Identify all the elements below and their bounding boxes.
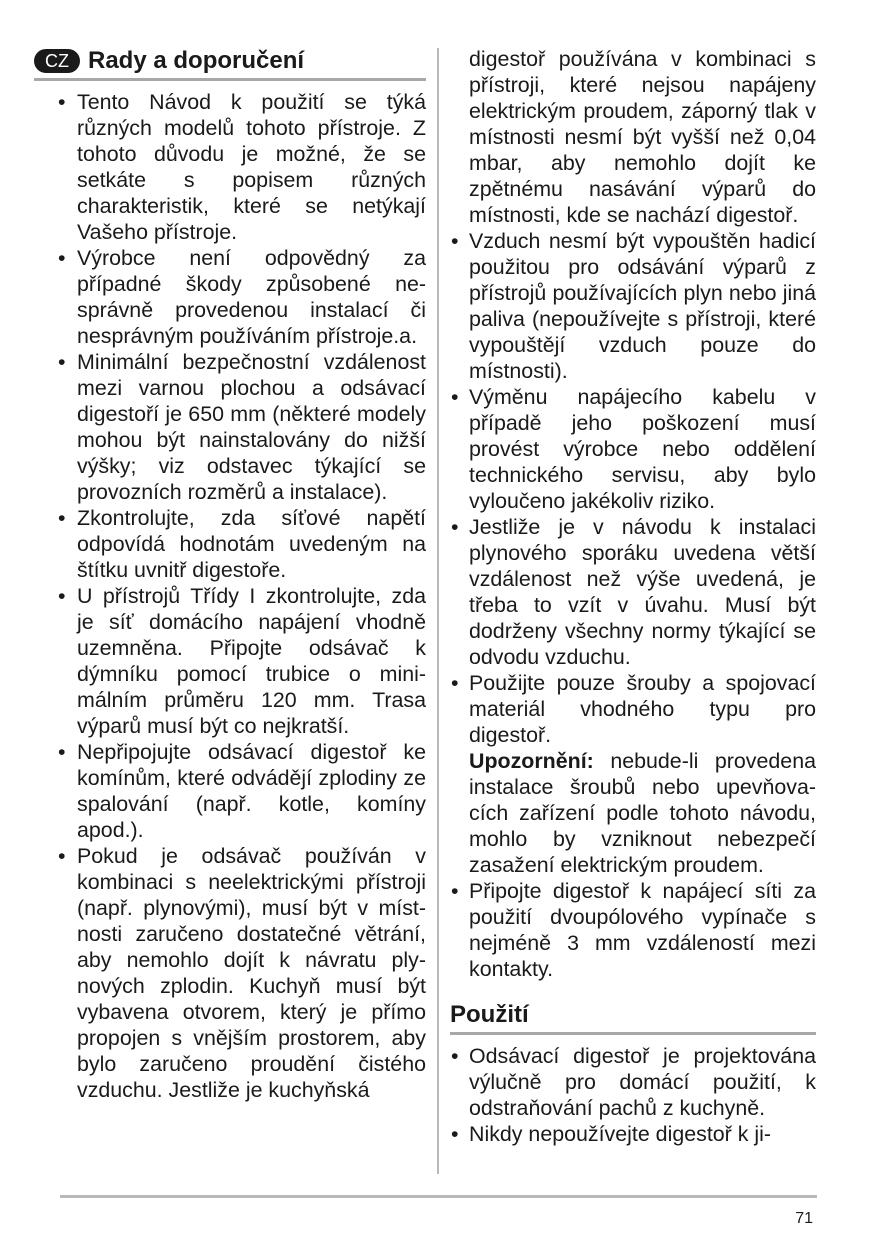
warning-text: nebude-li provedena instalace šroubů nebo upevňovacích zařízení podle tohoto návodu, mohlo by vzniknout nebezpečí zasažení elektrickým proudem. xyxy=(469,749,816,877)
list-item: • Minimální bezpečnostní vzdálenost mezi varnou plochou a odsávací digestoří je 650 mm (některé modely mohou být nainstalovány do nižší výšky; viz odstavec týkající se provozních rozměrů a instalace). xyxy=(34,349,426,505)
tips-list xyxy=(34,89,426,1103)
list-item: • Výrobce není odpovědný za případné škody způsobené nesprávně provedenou instalací či nesprávným používáním přístroje.a. xyxy=(34,245,426,349)
footer-rule xyxy=(60,1195,817,1198)
page-number: 71 xyxy=(795,1210,813,1227)
section-header-use xyxy=(450,1000,816,1035)
list-item: • U přístrojů Třídy I zkontrolujte, zda je síť domácího napájení vhodně uzemněna. Připojte odsávač k dýmníku pomocí trubice o minimálním průměru 120 mm. Trasa výparů musí být co nejkratší. xyxy=(34,583,426,739)
warning-label: Upozornění: xyxy=(469,749,594,773)
list-item xyxy=(450,670,816,878)
list-item: • Výměnu napájecího kabelu v případě jeho poškození musí provést výrobce nebo oddělení technického servisu, aby bylo vyloučeno jakékoliv riziko. xyxy=(450,384,816,514)
right-column xyxy=(450,46,816,1147)
list-item: • Vzduch nesmí být vypouštěn hadicí použitou pro odsávání výparů z přístrojů používajících plyn nebo jiná paliva (nepoužívejte s přístroji, které vypouštějí vzduch pouze do místnosti). xyxy=(450,228,816,384)
list-item: • Zkontrolujte, zda síťové napětí odpovídá hodnotám uvedeným na štítku uvnitř digestoře. xyxy=(34,505,426,583)
list-item: • Připojte digestoř k napájecí síti za použití dvoupólového vypínače s nejméně 3 mm vzdáleností mezi kontakty. xyxy=(450,878,816,982)
section-title-use: Použití xyxy=(450,1001,529,1028)
list-item-text: Použijte pouze šrouby a spojovací materiál vhodného typu pro digestoř. xyxy=(469,671,816,747)
tips-list-continued xyxy=(450,228,816,982)
list-item: • Jestliže je v návodu k instalaci plynového sporáku uvedena větší vzdálenost než výše uvedená, je třeba to vzít v úvahu. Musí být dodrženy všechny normy týkající se odvodu vzduchu. xyxy=(450,514,816,670)
list-item: • Tento Návod k použití se týká různých modelů tohoto přístroje. Z tohoto důvodu je možné, že se setkáte s popisem různých charakteristik, které se netýkají Vašeho přístroje. xyxy=(34,89,426,245)
list-item: • Odsávací digestoř je projektována výlučně pro domácí použití, k odstraňování pachů z kuchyně. xyxy=(450,1043,816,1121)
warning-note xyxy=(469,748,816,878)
list-item: • Nepřipojujte odsávací digestoř ke komínům, které odvádějí zplodiny ze spalování (např. kotle, komíny apod.). xyxy=(34,739,426,843)
column-divider xyxy=(437,48,439,1174)
left-column xyxy=(34,46,426,1103)
continued-paragraph: digestoř používána v kombinaci s přístroji, které nejsou napájeny elektrickým proudem, záporný tlak v místnosti nesmí být vyšší než 0,04 mbar, aby nemohlo dojít ke zpětnému nasávání výparů do místnosti, kde se nachází digestoř. xyxy=(469,47,816,227)
section-header-tips xyxy=(34,46,426,81)
language-badge: CZ xyxy=(34,49,80,73)
list-item: • Pokud je odsávač používán v kombinaci s neelektrickými přístroji (např. plynovými), musí být v místnosti zaručeno dostatečné větrání, aby nemohlo dojít k návratu plynových zplodin. Kuchyň musí být vybavena otvorem, který je přímo propojen s vnějším prostorem, aby bylo zaručeno proudění čistého vzduchu. Jestliže je kuchyňská xyxy=(34,843,426,1103)
use-list xyxy=(450,1043,816,1147)
section-title-tips: Rady a doporučení xyxy=(88,47,305,74)
list-item: • Nikdy nepoužívejte digestoř k ji- xyxy=(450,1121,816,1147)
